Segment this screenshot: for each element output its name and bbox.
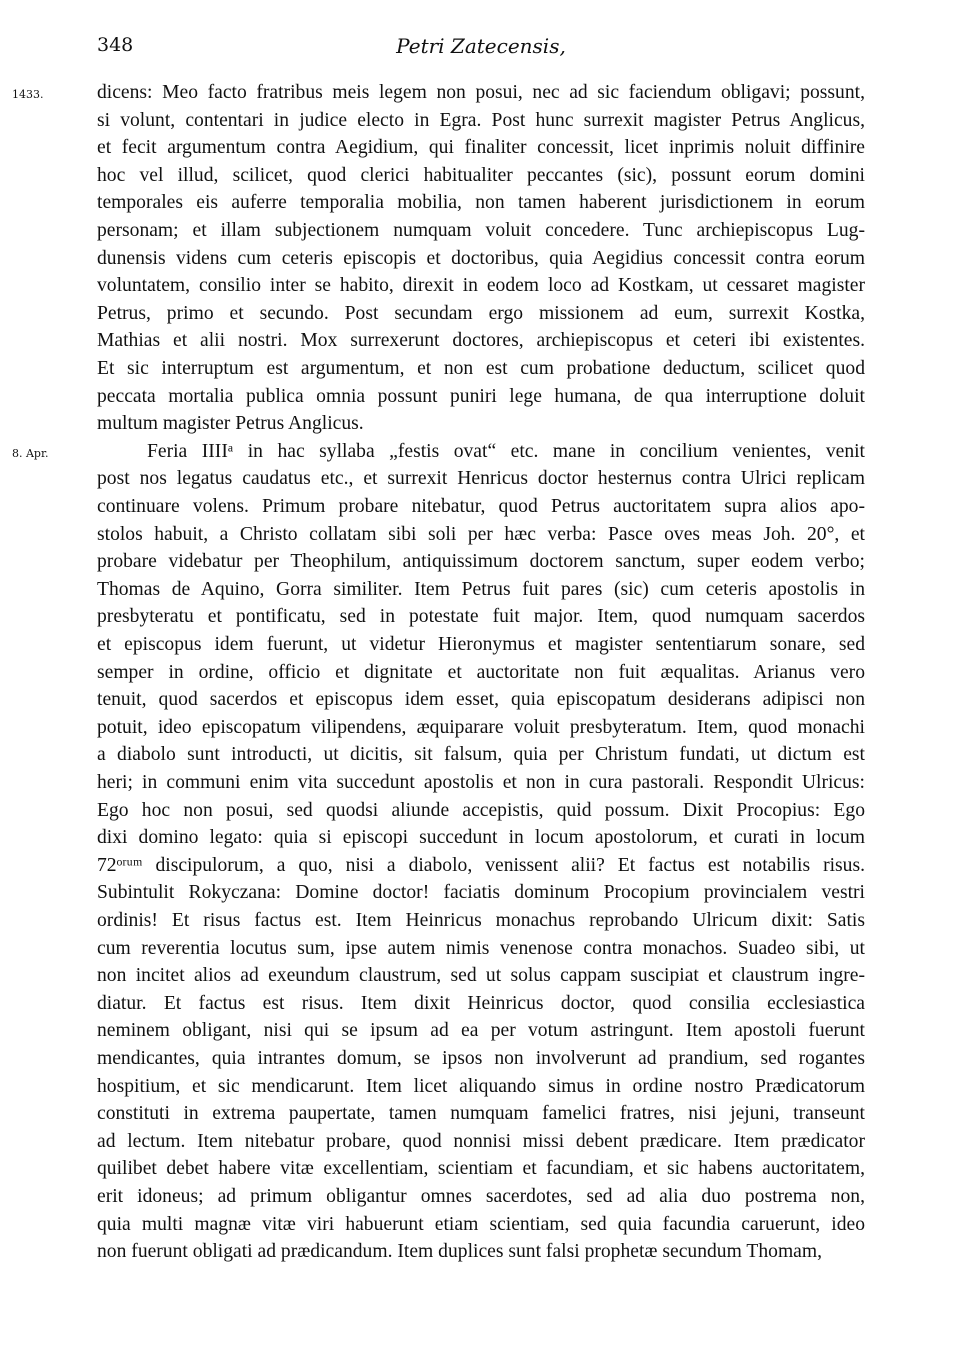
- page-header: [97, 34, 865, 64]
- text-line: et fecit argumentum contra Aegidium, qui finaliter concessit, licet inprimis noluit diffinire: [97, 137, 865, 159]
- text-line: Feria IIIIᵃ in hac syllaba „festis ovat“ etc. mane in concilium venientes, venit: [147, 440, 865, 462]
- text-line: temporales eis auferre temporalia mobilia, non tamen haberent jurisdictionem in eorum: [97, 192, 865, 214]
- text-line: dunensis videns cum ceteris episcopis et doctoribus, quia Aegidius concessit contra eorum: [97, 247, 865, 269]
- text-line: multum magister Petrus Anglicus.: [97, 413, 364, 435]
- page-number: 348: [97, 34, 134, 56]
- text-line: potuit, ideo episcopatum vilipendens, æquiparare voluit presbyteratum. Item, quod monachi: [97, 716, 865, 738]
- margin-note: 1433.: [12, 88, 44, 101]
- text-line: Subintulit Rokyczana: Domine doctor! faciatis dominum Procopium provincialem vestri: [97, 882, 865, 904]
- text-line: Et sic interruptum est argumentum, et non est cum probatione deductum, scilicet quod: [97, 358, 865, 379]
- text-line: diatur. Et factus est risus. Item dixit Heinricus doctor, quod consilia ecclesiastica: [97, 992, 865, 1014]
- text-line: heri; in communi enim vita succedunt apostolis et non in cura pastorali. Respondit Ulricus:: [97, 772, 865, 793]
- text-line: ordinis! Et risus factus est. Item Heinricus monachus reprobando Ulricum dixit: Satis: [97, 910, 865, 931]
- text-line: et episcopus idem fuerunt, ut videtur Hieronymus et magister sententiarum sonare, sed: [97, 634, 865, 655]
- text-line: tenuit, quod sacerdos et episcopus idem esset, quia episcopatum desiderans adipisci non: [97, 689, 865, 711]
- text-line: post nos legatus caudatus etc., et surrexit Henricus doctor hesternus contra Ulrici replicam: [97, 468, 865, 490]
- text-line: probare videbatur per Theophilum, antiquissimum doctorem sanctum, super eodem verbo;: [97, 551, 865, 573]
- text-line: personam; et illam subjectionem numquam voluit concedere. Tunc archiepiscopus Lug-: [97, 220, 865, 241]
- text-line: stolos habuit, a Christo collatam sibi soli per hæc verba: Pasce oves meas Joh. 20°, et: [97, 523, 865, 545]
- text-line: non fuerunt obligati ad prædicandum. Item duplices sunt falsi prophetæ secundum Thomam,: [97, 1241, 823, 1263]
- text-line: quia multi magnæ vitæ viri habuerunt etiam scientiam, sed quia facundia caruerunt, ideo: [97, 1213, 865, 1235]
- text-line: voluntatem, consilio inter se habito, direxit in eodem loco ad Kostkam, ut cessaret magister: [97, 275, 865, 297]
- text-line: Mathias et alii nostri. Mox surrexerunt doctores, archiepiscopus et ceteri ibi existentes.: [97, 330, 865, 352]
- text-line: ad lectum. Item nitebatur probare, quod nonnisi missi debent prædicare. Item prædicator: [97, 1130, 865, 1152]
- text-line: semper in ordine, officio et dignitate et auctoritate non fuit æqualitas. Arianus vero: [97, 661, 865, 683]
- margin-note: 8. Apr.: [12, 446, 49, 460]
- text-line: 72ᵒʳᵘᵐ discipulorum, a quo, nisi a diabolo, venissent alii? Et factus est notabilis risus.: [97, 854, 865, 876]
- text-line: mendicantes, quia intrantes domum, se ipsos non involverunt ad prandium, sed rogantes: [97, 1048, 865, 1069]
- text-line: continuare volens. Primum probare nitebatur, quod Petrus auctoritatem supra alios apo-: [97, 496, 865, 517]
- text-line: hospitium, et sic mendicarunt. Item licet aliquando simus in ordine nostro Prædicatorum: [97, 1075, 865, 1097]
- text-line: neminem obligant, nisi qui se ipsum ad ea per votum astringunt. Item apostoli fuerunt: [97, 1020, 865, 1042]
- text-line: presbyteratu et pontificatu, sed in potestate fuit major. Item, quod numquam sacerdos: [97, 606, 865, 628]
- text-line: non incitet alios ad exeundum claustrum, sed ut solus cappam suscipiat et claustrum ingre-: [97, 965, 865, 987]
- text-line: Petrus, primo et secundo. Post secundam ergo missionem ad eum, surrexit Kostka,: [97, 302, 865, 324]
- text-line: Thomas de Aquino, Gorra similiter. Item Petrus fuit pares (sic) cum ceteris apostolis in: [97, 578, 865, 600]
- text-line: erit idoneus; ad primum obligantur omnes sacerdotes, sed ad alia duo postrema non,: [97, 1186, 865, 1207]
- text-line: dicens: Meo facto fratribus meis legem non posui, nec ad sic faciendum obligavi; possunt,: [97, 82, 865, 103]
- text-line: si volunt, contentari in judice electo in Egra. Post hunc surrexit magister Petrus Anglicus,: [97, 109, 865, 131]
- text-line: dixi domino legato: quia si episcopi succedunt in locum apostolorum, et curati in locum: [97, 827, 865, 849]
- text-line: a diabolo sunt introducti, ut dicitis, sit falsum, quia per Christum fundati, ut dictum est: [97, 744, 865, 766]
- text-line: quilibet debet habere vitæ excellentiam, scientiam et facundiam, et sic habens auctoritatem,: [97, 1158, 865, 1180]
- text-line: hoc vel illud, scilicet, quod clerici habitualiter peccantes (sic), possunt eorum domini: [97, 164, 865, 186]
- running-title: Petri Zatecensis,: [396, 34, 566, 58]
- text-line: constituti in extrema paupertate, tamen numquam famelici fratres, nisi jejuni, transeunt: [97, 1103, 865, 1125]
- text-line: cum reverentia locutus sum, ipse autem nimis venenose contra monachos. Suadeo sibi, ut: [97, 937, 865, 959]
- text-line: peccata mortalia publica omnia possunt puniri lege humana, de qua interruptione doluit: [97, 385, 865, 407]
- text-line: Ego hoc non posui, sed quodsi aliunde accepistis, quid possum. Dixit Procopius: Ego: [97, 799, 865, 821]
